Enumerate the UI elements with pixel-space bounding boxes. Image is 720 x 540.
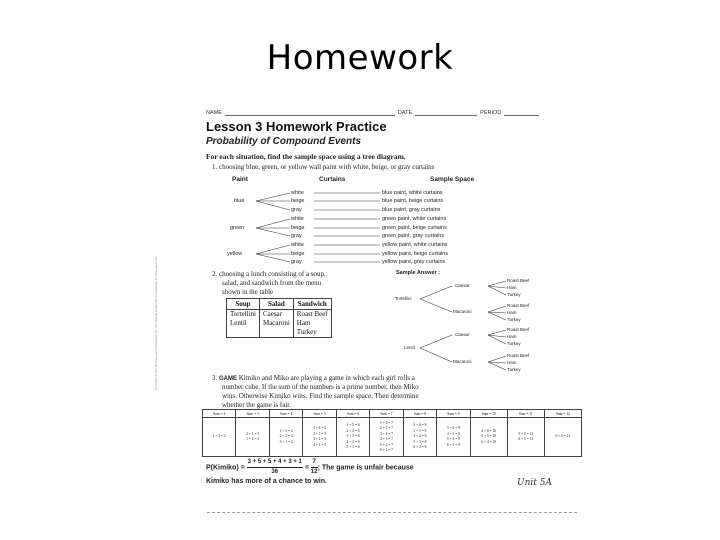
sum-combination: 2 + 6 = 8 [413,423,427,428]
soup-lentil: Lentil [404,345,415,350]
sum-combination: 1 + 2 = 3 [246,437,260,441]
soup-tortellini: Tortellini [395,296,412,301]
outcome: blue paint, white curtains [382,190,443,196]
worksheet [154,100,592,520]
sum-combination: 1 + 1 = 2 [212,434,226,439]
curtain-option: gray [291,233,302,239]
handwritten-note: Unit 5A [517,478,552,488]
paint-green: green [230,225,245,231]
problem-2-line: shown in the table [222,288,274,296]
curtain-option: beige [291,225,305,231]
sandwich-option: Roast Beef [507,353,530,358]
fraction-denominator: 36 [271,469,279,475]
footer-divider [207,512,577,513]
sum-cell [437,418,470,457]
sum-cell [507,418,544,457]
sum-combination: 2 + 1 = 3 [246,431,260,436]
sum-combination: 6 + 4 = 10 [481,439,497,444]
problem-3-text: Kimiko and Miko are playing a game in which each girl rolls a [238,374,415,382]
sandwich-option: Roast Beef [507,278,530,283]
paint-column-header: Paint [232,176,248,183]
sum-combination: 2 + 2 = 4 [279,434,293,439]
sandwich-option: Turkey [507,317,521,322]
sum-combination: 3 + 1 = 4 [279,439,293,444]
slide-title: Homework [266,38,454,78]
menu-cell: Roast Beef [293,310,331,320]
paint-yellow: yellow [227,251,243,257]
sum-combination: 3 + 5 = 8 [413,428,427,433]
answer-line-2: Kimiko has more of a chance to win. [206,478,327,485]
outcome: blue paint, beige curtains [382,198,444,204]
probability-fraction [247,458,303,477]
curtain-option: gray [291,259,302,265]
outcome: yellow paint, gray curtains [382,259,446,265]
sum-combination: 6 + 2 = 8 [413,445,427,450]
sum-header: Sum = 10 [470,410,507,418]
problem-3-number: 3. [212,374,218,382]
sum-combination: 2 + 3 = 5 [313,431,327,436]
problem-3-line: whether the game is fair. [222,401,292,409]
fraction-numerator: 3 + 5 + 5 + 4 + 3 + 1 [247,458,303,468]
sum-combination: 5 + 3 = 8 [413,439,427,444]
sum-combination: 4 + 4 = 8 [413,434,427,439]
sandwich-option: Ham [507,334,517,339]
sandwich-option: Roast Beef [507,327,530,332]
menu-cell: Ham [293,319,331,328]
sum-cell [403,418,436,457]
sum-cell [203,418,236,457]
sum-header: Sum = 6 [336,410,369,418]
menu-cell: Lentil [227,319,260,328]
menu-header-soup: Soup [227,299,260,310]
sandwich-option: Ham [507,285,517,290]
sum-combination: 1 + 5 = 6 [346,423,360,428]
sum-combination: 6 + 5 = 11 [518,437,534,441]
sum-combination: 3 + 4 = 7 [379,431,394,436]
menu-cell: Macaroni [259,319,293,328]
menu-cell: Turkey [293,328,331,338]
curtain-option: white [291,190,304,196]
problem-1-text: 1. choosing blue, green, or yellow wall paint with white, beige, or gray curtains [212,163,435,171]
sum-cell [544,418,581,457]
result-numerator: 7 [311,458,318,468]
curtain-option: beige [291,198,305,204]
dice-sums-table [202,409,582,457]
menu-header-salad: Salad [259,299,293,310]
result-denominator: 12 [310,469,318,475]
sum-header: Sum = 9 [437,410,470,418]
sample-answer-label: Sample Answer : [396,270,441,276]
sum-header: Sum = 11 [507,410,544,418]
curtains-column-header: Curtains [319,176,346,183]
sum-combination: 4 + 3 = 7 [379,437,394,441]
sum-header: Sum = 12 [544,410,581,418]
lunch-menu-table [226,298,332,338]
sum-combination: 6 + 6 = 12 [555,434,571,439]
salad-option: Macaroni [453,359,472,364]
menu-cell [227,328,260,338]
sum-combination: 4 + 5 = 9 [446,431,460,436]
curtain-option: white [291,242,304,248]
date-label: DATE [397,110,413,116]
sum-combination: 3 + 2 = 5 [313,437,327,441]
sum-combination: 5 + 1 = 6 [346,445,360,450]
sum-combination: 5 + 6 = 11 [518,431,534,436]
sum-combination: 5 + 2 = 7 [379,442,394,447]
sum-header: Sum = 3 [236,410,269,418]
sandwich-option: Turkey [507,292,521,297]
answer-conclusion: ; The game is unfair because [317,464,414,472]
sum-combination: 1 + 3 = 4 [279,428,293,433]
name-label: NAME [206,110,222,116]
lesson-subtitle: Probability of Compound Events [206,136,362,147]
sum-combination: 5 + 5 = 10 [481,434,497,439]
sum-header: Sum = 8 [403,410,436,418]
sum-combination: 2 + 5 = 7 [379,426,394,430]
menu-cell [259,328,293,338]
salad-option: Caesar [455,283,470,288]
problem-3-line: number cube. If the sum of the numbers is a prime number, then Miko [222,383,419,391]
period-label: PERIOD [480,110,502,116]
outcome: green paint, white curtains [382,216,447,222]
problem-3-tag: GAME [219,376,237,382]
sum-cell [236,418,269,457]
curtain-option: beige [291,251,305,257]
sandwich-option: Ham [507,310,517,315]
sum-combination: 1 + 4 = 5 [313,426,327,430]
probability-prefix: P(Kimiko) = [206,464,247,472]
sandwich-option: Turkey [507,367,521,372]
paint-blue: blue [234,198,245,204]
sum-cell [269,418,302,457]
sum-combination: 5 + 4 = 9 [446,437,460,441]
sum-combination: 3 + 6 = 9 [446,426,460,430]
menu-cell: Tortellini [227,310,260,320]
problem-2-line: 2. choosing a lunch consisting of a soup, [212,270,326,278]
sandwich-option: Roast Beef [507,303,530,308]
sandwich-option: Turkey [507,341,521,346]
sum-combination: 4 + 1 = 5 [313,442,327,447]
sum-combination: 6 + 3 = 9 [446,442,460,447]
outcome: yellow paint, beige curtains [382,251,449,257]
menu-header-sandwich: Sandwich [293,299,331,310]
copyright-note: Copyright © The McGraw-Hill Companies, Inc. Permission is granted to reproduce for classroom use. [154,255,158,390]
result-fraction [311,458,318,477]
curtain-option: gray [291,207,302,213]
sum-combination: 4 + 2 = 6 [346,439,360,444]
outcome: blue paint, gray curtains [382,207,441,213]
menu-cell: Caesar [259,310,293,320]
sum-header: Sum = 4 [269,410,302,418]
sum-header: Sum = 7 [370,410,403,418]
problem-2-line: salad, and sandwich from the menu [222,279,322,287]
sum-combination: 6 + 1 = 7 [379,448,394,452]
sum-combination: 1 + 6 = 7 [379,420,394,425]
sum-header: Sum = 2 [203,410,236,418]
probability-answer [206,458,414,486]
equals-sign: = [304,464,311,472]
sandwich-option: Ham [507,360,517,365]
sum-cell [370,418,403,457]
sample-space-column-header: Sample Space [430,176,475,183]
instructions: For each situation, find the sample space using a tree diagram. [206,152,406,161]
outcome: green paint, beige curtains [382,225,447,231]
salad-option: Caesar [455,332,470,337]
curtain-option: white [291,216,304,222]
sum-combination: 2 + 4 = 6 [346,428,360,433]
sum-cell [336,418,369,457]
lesson-title: Lesson 3 Homework Practice [206,119,387,134]
sum-cell [303,418,336,457]
outcome: green paint, gray curtains [382,233,445,239]
outcome: yellow paint, white curtains [382,242,448,248]
sum-cell [470,418,507,457]
sum-combination: 3 + 3 = 6 [346,434,360,439]
sum-combination: 4 + 6 = 10 [481,428,497,433]
salad-option: Macaroni [453,309,472,314]
sum-header: Sum = 5 [303,410,336,418]
problem-3-line: wins. Otherwise Kimiko wins. Find the sample space. Then determine [222,392,419,400]
